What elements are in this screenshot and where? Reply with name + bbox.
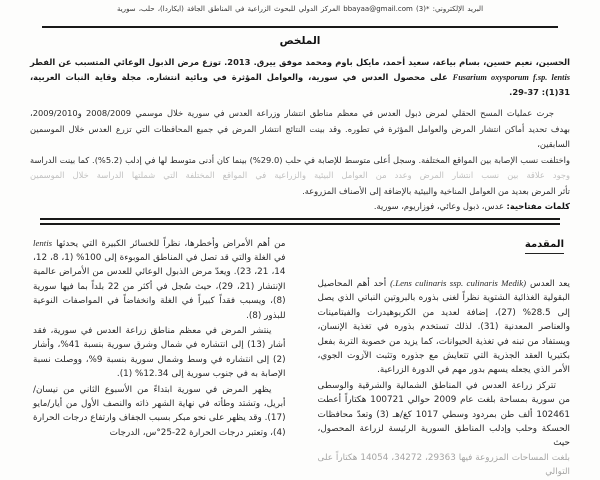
introduction-heading: المقدمة [525,238,564,254]
body-columns [0,225,600,480]
paper-page [0,5,600,478]
section-double-rule [40,218,560,225]
pathogen-latin-name: Fusarium oxysporum f.sp. lentis [452,73,570,82]
citation-block [30,55,570,100]
affiliation-email-line: البريد الإلكتروني: *bbayaa@gmail.com (3) المركز الدولي للبحوث الزراعية في المناطق الجافة (ايكاردا)، حلب، سورية [116,5,484,13]
left-col-first-line-text: من أهم الأمراض وأخطرها، نظراً للخسائر الكبيرة التي يحدثها [56,238,286,249]
keywords-label: كلمات مفتاحية: [506,200,570,211]
keywords-line [30,201,570,211]
keywords-list: عدس، ذبول وعائي، فوزاريوم، سورية. [373,200,507,211]
citation-authors: الحسين، نعيم حسين، بسام بياعة، سعيد أحمد، مايكل باوم ومحمد موفق ييرق. 2013. توزع مرض الذبول الوعائي المتسبب عن الفطر [30,57,570,67]
lentis-latin-word: lentis [33,237,53,248]
citation-title-rest: على محصول العدس في سورية، والعوامل المؤثرة في وبائية انتشاره. مجلة وقاية النبات العربية، [30,72,453,82]
intro-paragraph-1 [318,276,571,378]
header-divider-rule [42,26,558,28]
abstract-conclusion-line: تأثر المرض بعديد من العوامل المناخية والبيئية بالإضافة إلى الأصناف المزروعة. [302,185,570,196]
intro-paragraph-2-cutoff-line: بلغت المساحات المزروعة فيها 29363، 34272، 14054 هكتاراً على التوالي [317,452,571,478]
citation-line-2 [30,70,570,85]
introduction-left-column [33,236,286,441]
introduction-right-column [318,236,571,480]
intro-paragraph-2: تتركز زراعة العدس في المناطق الشمالية والشرقية والوسطى من سورية بمساحة بلغت عام 2009 حوالي 100721 هكتاراً أعطت 102461 ألف طن بمردود وسطي 1017 كغ/هـ (3) وتعدّ محافظات الحسكة وحلب وإدلب المناطق السورية الرئيسة لزراعة المحصول، حيث [317,380,570,449]
intro-p1-lead: يعد العدس [526,278,570,289]
citation-line-1 [30,55,570,70]
left-col-paragraph-2: ينتشر المرض في معظم مناطق زراعة العدس في سورية، فقد أشار (13) إلى انتشاره في شمال وشرق سورية بنسبة 41%، وأشار (2) إلى انتشاره في وسط وشمال سورية بنسبة 9%، ووصلت نسبة الإصابة به في جنوب سورية إلى 12.34% (1). [33,325,286,380]
abstract-line-1: جرت عمليات المسح الحقلي لمرض ذبول العدس في معظم مناطق انتشار وزراعة العدس في سورية خلال موسمي 2008/2009 و2009/2010، [30,108,554,118]
abstract-line-3: واختلفت نسب الإصابة بين المواقع المختلفة. وسجل أعلى متوسط للإصابة في حلب (29.0%) بينما كان أدنى متوسط لها في إدلب (5.2%). كما بينت الدراسة [30,154,570,165]
left-col-paragraph-3: يظهر المرض في سورية ابتداءً من الأسبوع الثاني من نيسان/أبريل، وتشتد وطأته في نهاية الشهر ذاته والنصف الأول من أيار/مايو (17). وقد يظهر على نحو مبكر بسبب الجفاف وارتفاع درجات الحرارة (4)، وتعتبر درجات الحرارة 22-25°س، الدرجات [33,384,286,438]
abstract-heading: الملخص [279,35,321,47]
left-col-first-line [33,236,286,251]
lentil-latin-name: (Lens culinaris ssp. culinaris Medik.) [390,277,527,288]
left-col-paragraph-1: في الغلة والتي قد تصل في المناطق الموبوءة إلى 100% (1، 8، 12، 14، 21، 23). ويعدّ مرض الذبول الوعائي للعدس من الأمراض عالمية الإنتشار (21، 29)، حيث سُجل في أكثر من 22 بلداً بما فيها سورية (8)، ويسبب فقداً كبيراً في الغلة وانخفاضاً في المواصفات النوعية للبذور (8). [33,252,286,321]
abstract-paragraph [30,106,570,184]
abstract-line-2: بهدف تحديد أماكن انتشار المرض والعوامل المؤثرة في تطوره. وقد بينت النتائج انتشار المرض في جميع المحافظات التي تزرع العدس خلال الموسمين السابقين، [30,123,570,149]
intro-p1-rest: أحد أهم المحاصيل البقولية الغذائية الشتوية نظراً لغنى بذوره بالبروتين النباتي الذي يصل إلى 28.5% (27)، إضافة لعديد من الكربوهيدرات والفيتامينات والعناصر المعدنية (31). لذلك تستخدم بذوره في تغذية الإنسان، ويستفاد من تبنه في تغذية الحيوانات، كما يزيد من خصوبة التربة بفعل بكتيريا العقد الجذرية التي تتعايش مع جذوره وتثبت الآزوت الجوي، الأمر الذي يجعله يسهم بدور مهم في الدورة الزراعية. [317,278,570,376]
citation-volume-pages: 31(1): 29-37. [509,87,570,97]
abstract-line-4-faded: وجود علاقة بين نسب انتشار المرض وعدد من العوامل البيئية والزراعية في المواقع المختلفة التي شملتها الدراسة خلال الموسمين [30,170,570,180]
